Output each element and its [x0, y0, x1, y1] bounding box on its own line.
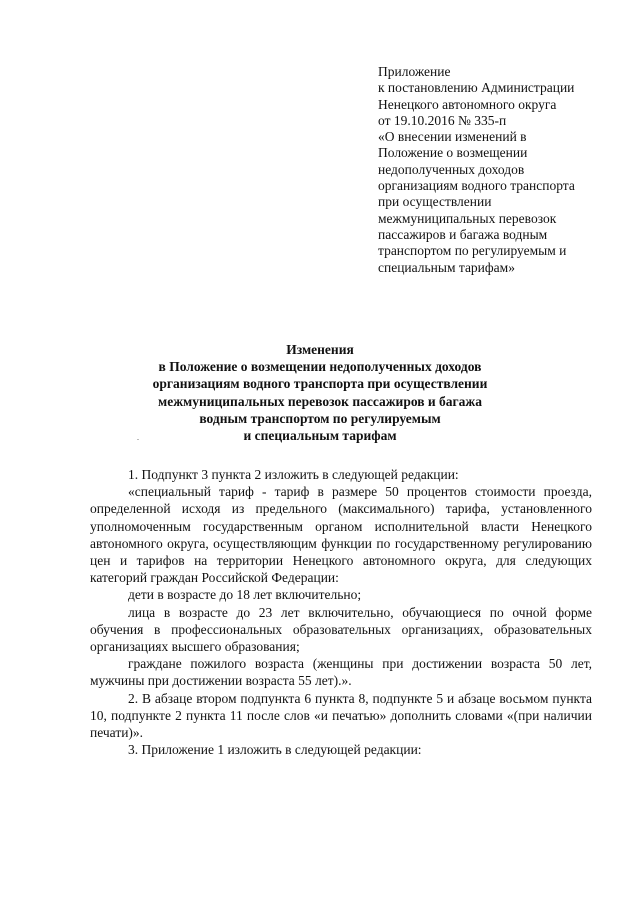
title-line: и специальным тарифам — [243, 428, 397, 444]
paragraph-item-2: 2. В абзаце втором подпункта 6 пункта 8, подпункте 5 и абзаце восьмом пункта 10, подпункте 2 пункта 11 после слов «и печатью» дополнить словами «(при наличии печати)». — [90, 690, 592, 741]
annex-line: транспортом по регулируемым и — [378, 243, 567, 259]
annex-line: при осуществлении — [378, 194, 492, 210]
annex-line: организациям водного транспорта — [378, 178, 575, 194]
document-body — [90, 466, 592, 758]
annex-line: «О внесении изменений в — [378, 129, 527, 145]
annex-line: к постановлению Администрации — [378, 80, 575, 96]
document-title — [0, 341, 640, 444]
paragraph-item-1: 1. Подпункт 3 пункта 2 изложить в следующей редакции: — [128, 467, 459, 482]
scan-speck — [137, 439, 139, 440]
title-line: организациям водного транспорта при осуществлении — [152, 376, 488, 392]
annex-line: Приложение — [378, 64, 451, 79]
title-line: водным транспортом по регулируемым — [199, 410, 441, 426]
paragraph-special-tariff: «специальный тариф - тариф в размере 50 процентов стоимости проезда, определенной исходя из предельного (максимального) тарифа, установленного уполномоченным государственным органом исполнительной власти Ненецкого автономного округа, осуществляющим функции по государственному регулированию цен и тарифов на территории Ненецкого автономного округа, для следующих категорий граждан Российской Федерации: — [90, 484, 592, 586]
paragraph-students: лица в возрасте до 23 лет включительно, обучающиеся по очной форме обучения в профессиональных образовательных организациях, образовательных организациях высшего образования; — [90, 604, 592, 655]
paragraph-children: дети в возрасте до 18 лет включительно; — [128, 587, 362, 603]
title-line: межмуниципальных перевозок пассажиров и багажа — [158, 393, 482, 409]
annex-line: пассажиров и багажа водным — [378, 226, 548, 242]
annex-line: специальным тарифам» — [378, 259, 515, 275]
title-line: Изменения — [286, 342, 354, 357]
annex-line: межмуниципальных перевозок — [378, 210, 557, 226]
paragraph-elderly: граждане пожилого возраста (женщины при достижении возраста 50 лет, мужчины при достижении возраста 55 лет).». — [90, 656, 592, 689]
annex-line: от 19.10.2016 № 335-п — [378, 112, 507, 128]
paragraph-item-3: 3. Приложение 1 изложить в следующей редакции: — [128, 742, 422, 758]
annex-header — [378, 64, 608, 276]
title-line: в Положение о возмещении недополученных доходов — [158, 359, 482, 375]
annex-line: недополученных доходов — [378, 161, 525, 177]
annex-line: Ненецкого автономного округа — [378, 96, 557, 112]
annex-line: Положение о возмещении — [378, 145, 528, 161]
